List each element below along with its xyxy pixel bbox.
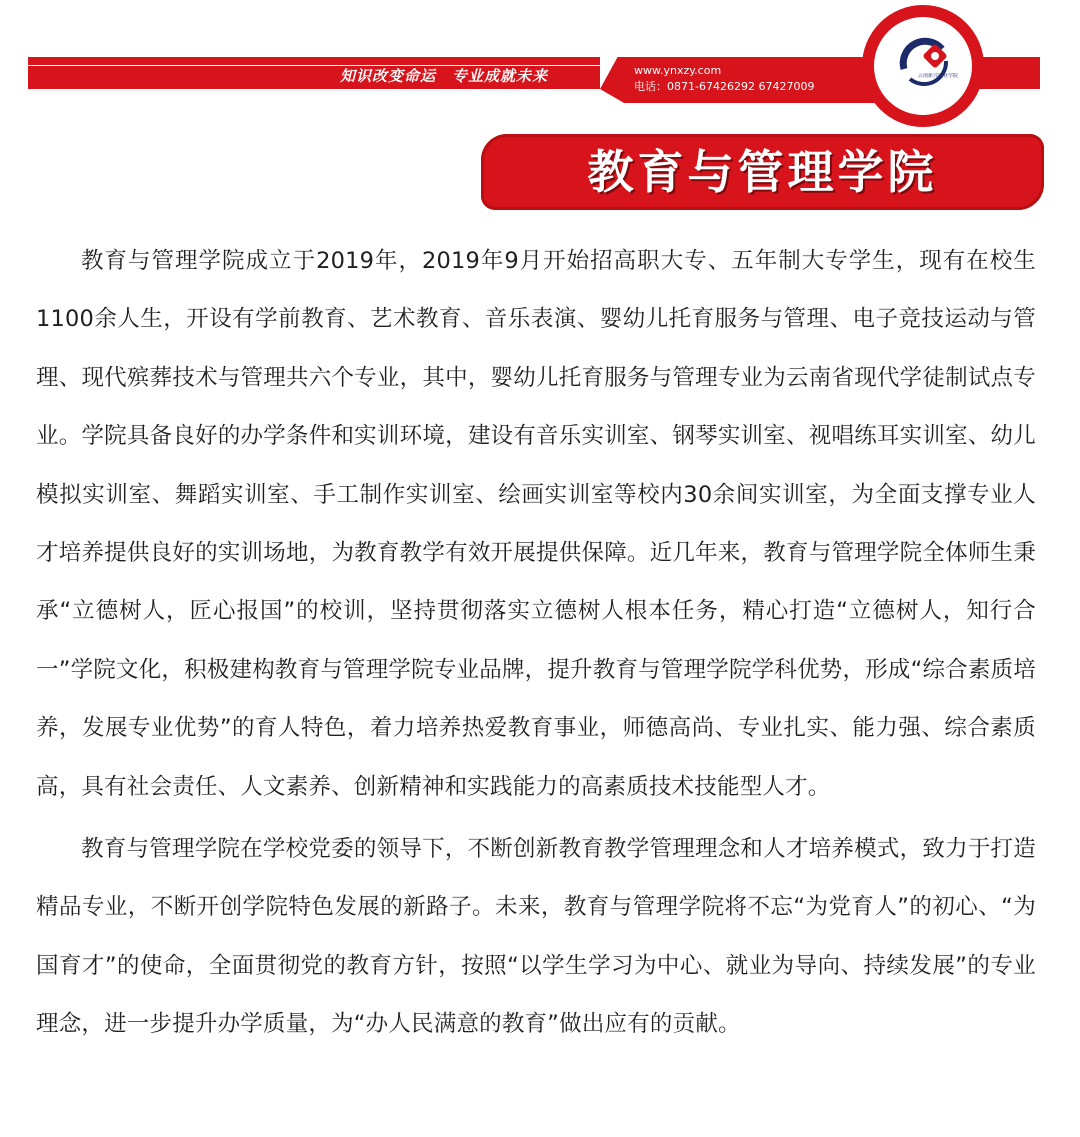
contact-info bbox=[634, 63, 814, 95]
website-text: www.ynxzy.com bbox=[634, 64, 722, 77]
paragraph-2: 教育与管理学院在学校党委的领导下，不断创新教育教学管理理念和人才培养模式，致力于打造精品专业，不断开创学院特色发展的新路子。未来，教育与管理学院将不忘“为党育人”的初心、“为国育才”的使命，全面贯彻党的教育方针，按照“以学生学习为中心、就业为导向、持续发展”的专业理念，进一步提升办学质量，为“办人民满意的教育”做出应有的贡献。 bbox=[36, 836, 1036, 1038]
slogan: 知识改变命运 专业成就未来 bbox=[340, 67, 549, 85]
logo-emblem-icon bbox=[896, 35, 952, 91]
page-title: 教育与管理学院 bbox=[587, 145, 938, 199]
paragraph-1: 教育与管理学院成立于2019年，2019年9月开始招高职大专、五年制大专学生，现有在校生1100余人生，开设有学前教育、艺术教育、音乐表演、婴幼儿托育服务与管理、电子竞技运动与管理、现代殡葬技术与管理共六个专业，其中，婴幼儿托育服务与管理专业为云南省现代学徒制试点专业。学院具备良好的办学条件和实训环境，建设有音乐实训室、钢琴实训室、视唱练耳实训室、幼儿模拟实训室、舞蹈实训室、手工制作实训室、绘画实训室等校内30余间实训室，为全面支撑专业人才培养提供良好的实训场地，为教育教学有效开展提供保障。近几年来，教育与管理学院全体师生秉承“立德树人，匠心报国”的校训，坚持贯彻落实立德树人根本任务，精心打造“立德树人，知行合一”学院文化，积极建构教育与管理学院专业品牌，提升教育与管理学院学科优势，形成“综合素质培养，发展专业优势”的育人特色，着力培养热爱教育事业，师德高尚、专业扎实、能力强、综合素质高，具有社会责任、人文素养、创新精神和实践能力的高素质技术技能型人才。 bbox=[36, 248, 1036, 800]
article-body bbox=[36, 232, 1036, 1054]
title-banner bbox=[481, 134, 1044, 210]
logo-inner-circle bbox=[874, 17, 972, 115]
school-logo bbox=[862, 5, 984, 127]
header-banner bbox=[0, 0, 1080, 125]
phone-text: 电话：0871-67426292 67427009 bbox=[634, 80, 815, 93]
logo-text: 云南新兴职业学院 bbox=[918, 73, 959, 79]
